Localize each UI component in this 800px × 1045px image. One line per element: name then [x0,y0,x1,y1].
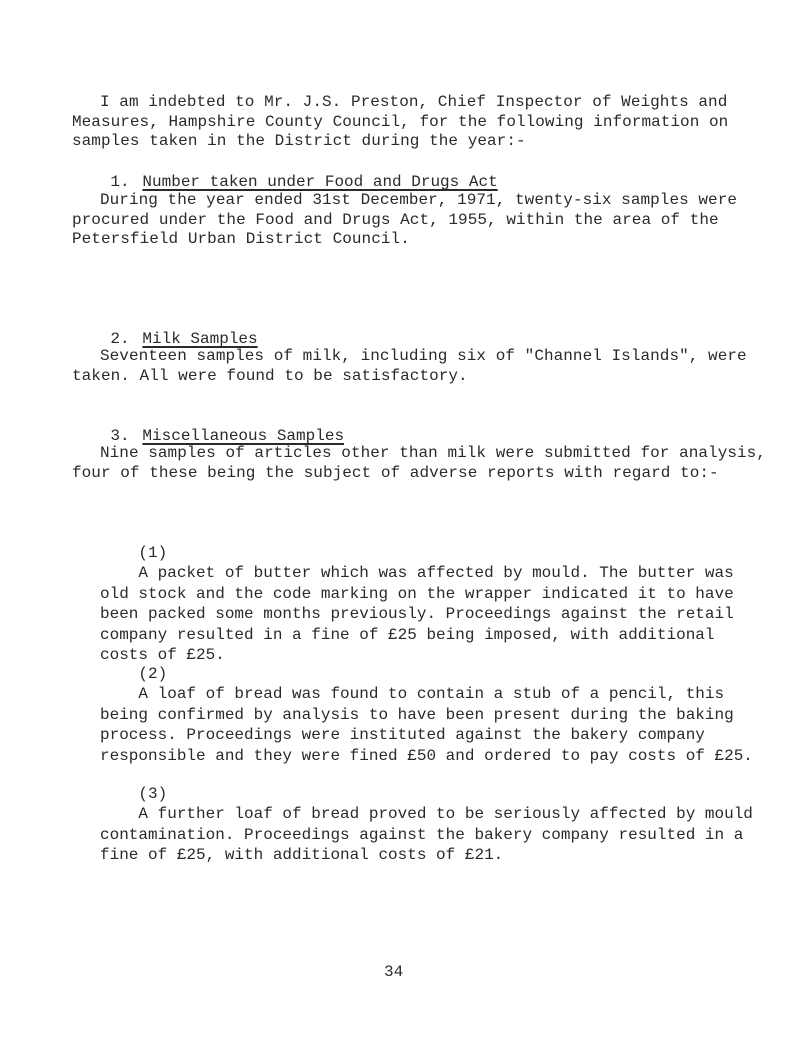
intro-paragraph: I am indebted to Mr. J.S. Preston, Chief Inspector of Weights and Measures, Hampshire County Council, for the following information on samples taken in the District during the year:- [72,93,738,150]
section-1-body: During the year ended 31st December, 1971, twenty-six samples were procured under the Food and Drugs Act, 1955, within the area of the Petersfield Urban District Council. [72,191,747,248]
page-number: 34 [384,963,404,981]
item-3-label: (3) [138,784,168,803]
section-2-number: 2. [110,330,130,348]
item-2-text: A loaf of bread was found to contain a stub of a pencil, this being confirmed by analysis to have been present during the baking process. Proceedings were instituted against the bakery company responsible and they were fined £50 and ordered to pay costs of £25. [100,685,753,765]
section-2-body: Seventeen samples of milk, including six of "Channel Islands", were taken. All were found to be satisfactory. [72,347,757,385]
list-item [100,763,772,886]
section-3-number: 3. [110,427,130,445]
section-3-body: Nine samples of articles other than milk were submitted for analysis, four of these being the subject of adverse reports with regard to:- [72,444,776,482]
section-1-title: Number taken under Food and Drugs Act [142,173,498,191]
section-3-title: Miscellaneous Samples [142,427,345,445]
item-1-text: A packet of butter which was affected by mould. The butter was old stock and the code marking on the wrapper indicated it to have been packed some months previously. Proceedings against the retail company resulted in a fine of £25 being imposed, with additional costs of £25. [100,564,744,664]
item-1-label: (1) [138,543,168,562]
section-2-title: Milk Samples [142,330,258,348]
item-3-text: A further loaf of bread proved to be seriously affected by mould contamination. Proceedings against the bakery company resulted in a fine of £25, with additional costs of £21. [100,805,763,864]
section-1-number: 1. [110,173,130,191]
item-2-label: (2) [138,664,168,683]
